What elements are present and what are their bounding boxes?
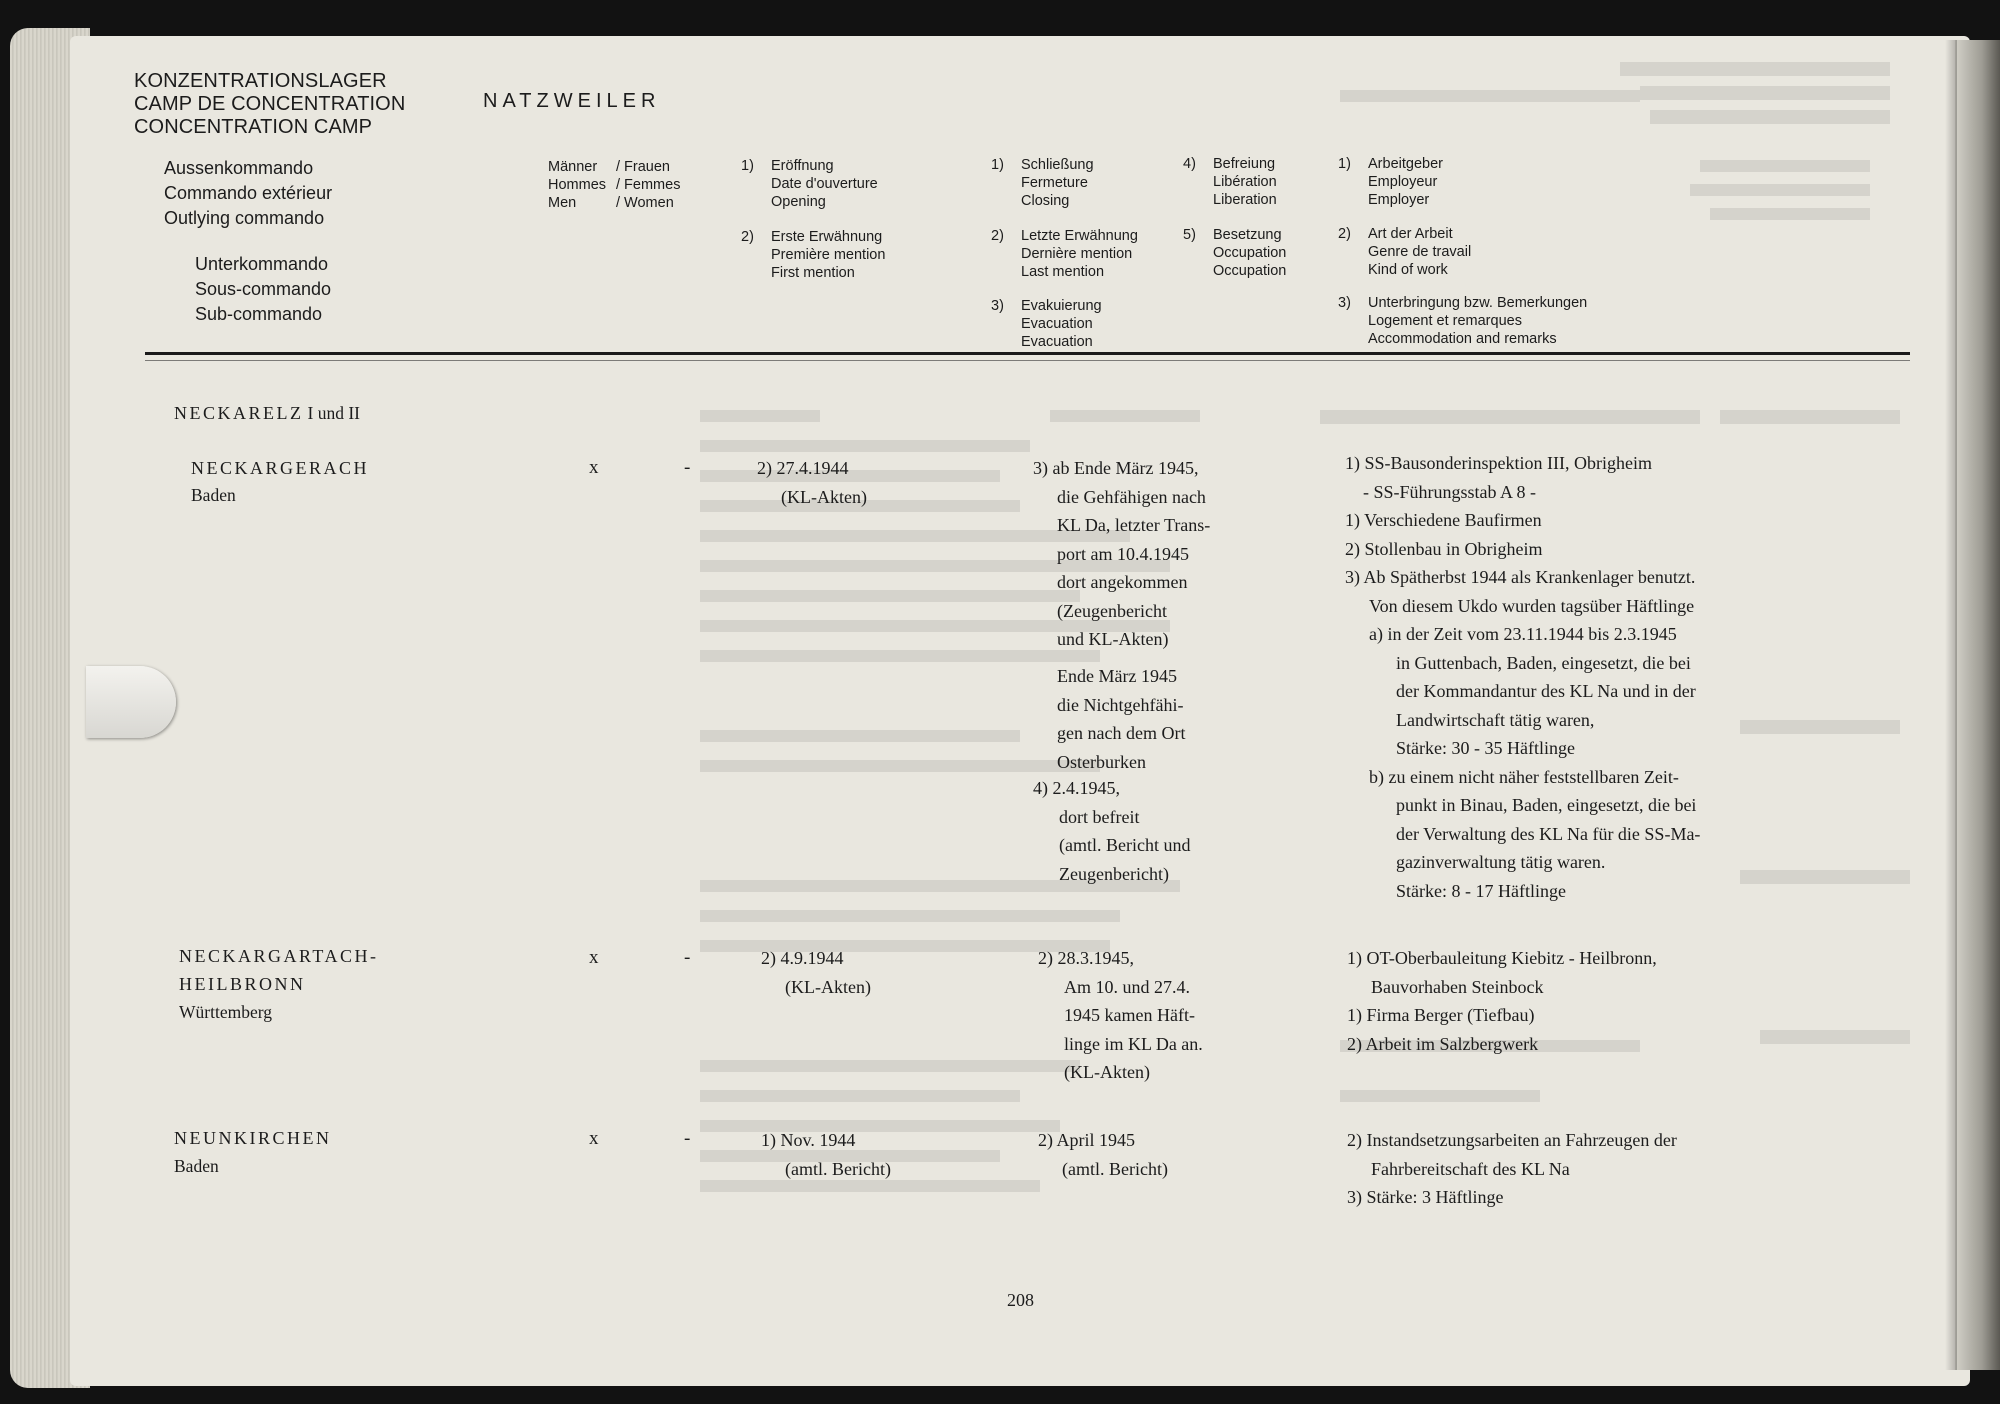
label-sous-commando: Sous-commando <box>195 279 332 299</box>
label-sub-commando: Sub-commando <box>195 304 323 324</box>
col3-header-liberation <box>1183 155 1333 215</box>
opening-source: (amtl. Bericht) <box>785 1158 891 1179</box>
col3-b-de: Besetzung <box>1213 227 1282 243</box>
header-rule-thin <box>145 360 1910 361</box>
closing-source: (amtl. Bericht) <box>1062 1158 1168 1179</box>
col4-header-kind-of-work <box>1338 225 1668 285</box>
entry-neckargerach-closing-2 <box>1057 662 1185 776</box>
col4-b-en: Kind of work <box>1368 262 1448 278</box>
work-line: - SS-Führungsstab A 8 - <box>1363 481 1537 502</box>
col1-b-num: 2) <box>741 229 754 245</box>
closing-line: linge im KL Da an. <box>1064 1033 1203 1054</box>
entry-neckargerach-region: Baden <box>191 485 236 505</box>
col2-c-de: Evakuierung <box>1021 298 1102 314</box>
opening-source: (KL-Akten) <box>781 486 867 507</box>
work-line: 1) Firma Berger (Tiefbau) <box>1347 1005 1535 1025</box>
col3-b-fr: Occupation <box>1213 245 1287 261</box>
work-line: 2) Arbeit im Salzbergwerk <box>1347 1033 1539 1054</box>
gender-women-header <box>616 158 680 212</box>
label-unterkommando: Unterkommando <box>195 254 329 274</box>
col2-c-en: Evacuation <box>1021 334 1093 350</box>
work-line: Stärke: 8 - 17 Häftlinge <box>1396 880 1566 901</box>
gender-men-de: Männer <box>548 159 598 175</box>
liberation-line: 4) 2.4.1945, <box>1033 778 1120 798</box>
gender-men-en: Men <box>548 195 577 211</box>
work-line: Stärke: 30 - 35 Häftlinge <box>1396 738 1575 758</box>
opening-line: 2) 4.9.1944 <box>761 948 844 968</box>
work-line: a) in der Zeit vom 23.11.1944 bis 2.3.1945 <box>1369 624 1677 644</box>
work-line: in Guttenbach, Baden, eingesetzt, die bei <box>1396 652 1691 673</box>
entry-neckarelz-suffix: I und II <box>307 403 360 423</box>
col1-header-opening <box>741 157 961 217</box>
entry-neckargerach-closing <box>1033 454 1210 654</box>
header-rule <box>145 352 1910 355</box>
work-line: 2) Instandsetzungsarbeiten an Fahrzeugen der <box>1347 1130 1677 1150</box>
col2-b-num: 2) <box>991 228 1004 244</box>
entry-neckargerach-liberation <box>1033 774 1190 888</box>
work-line: Von diesem Ukdo wurden tagsüber Häftlinge <box>1369 595 1695 616</box>
col4-c-en: Accommodation and remarks <box>1368 331 1557 347</box>
col4-c-fr: Logement et remarques <box>1368 313 1522 329</box>
entry-neckargartach-opening <box>761 944 871 1001</box>
label-aussenkommando: Aussenkommando <box>164 158 314 178</box>
closing-line: die Gehfähigen nach <box>1057 486 1206 507</box>
label-outlying-commando: Outlying commando <box>164 208 325 228</box>
gender-men-fr: Hommes <box>548 177 607 193</box>
col3-a-fr: Libération <box>1213 174 1277 190</box>
closing-line: (Zeugenbericht <box>1057 600 1167 621</box>
col4-a-num: 1) <box>1338 156 1351 172</box>
col4-header-employer <box>1338 155 1668 215</box>
work-line: punkt in Binau, Baden, eingesetzt, die bei <box>1396 795 1697 815</box>
entry-neckarelz-name: NECKARELZ <box>174 403 304 423</box>
col3-header-occupation <box>1183 226 1333 286</box>
col4-a-fr: Employeur <box>1368 174 1438 190</box>
col2-c-fr: Evacuation <box>1021 316 1093 332</box>
entry-neckarelz <box>174 403 360 424</box>
col3-a-en: Liberation <box>1213 192 1277 208</box>
col4-c-de: Unterbringung bzw. Bemerkungen <box>1368 295 1588 311</box>
entry-neckargartach-men: x <box>589 947 599 968</box>
entry-neckargerach-opening <box>757 454 867 511</box>
work-line: der Kommandantur des KL Na und in der <box>1396 681 1696 701</box>
entry-neckargerach-work <box>1345 449 1700 905</box>
entry-neckargerach-name: NECKARGERACH <box>191 458 370 478</box>
gender-women-de: / Frauen <box>616 159 670 175</box>
col4-c-num: 3) <box>1338 295 1351 311</box>
closing-line: Am 10. und 27.4. <box>1064 976 1190 997</box>
col1-header-first-mention <box>741 228 961 288</box>
opening-line: 2) 27.4.1944 <box>757 458 849 478</box>
gender-men-header <box>548 158 606 212</box>
liberation-line: (amtl. Bericht und <box>1059 835 1191 855</box>
col1-b-fr: Première mention <box>771 247 886 263</box>
liberation-line: Zeugenbericht) <box>1059 863 1169 884</box>
entry-neunkirchen-region: Baden <box>174 1156 219 1176</box>
entry-neunkirchen-men: x <box>589 1128 599 1149</box>
col1-a-en: Opening <box>771 194 826 210</box>
closing-line: dort angekommen <box>1057 572 1188 592</box>
col4-a-de: Arbeitgeber <box>1368 156 1443 172</box>
entry-neunkirchen-name: NEUNKIRCHEN <box>174 1128 332 1148</box>
page-gutter-shadow <box>1945 40 1957 1370</box>
col2-b-en: Last mention <box>1021 264 1105 280</box>
entry-neunkirchen-closing <box>1038 1126 1168 1183</box>
closing-line: 3) ab Ende März 1945, <box>1033 458 1199 478</box>
col1-a-num: 1) <box>741 158 754 174</box>
entry-neunkirchen-work <box>1347 1126 1677 1212</box>
work-line: 1) SS-Bausonderinspektion III, Obrigheim <box>1345 453 1652 473</box>
work-line: b) zu einem nicht näher feststellbaren Zeit- <box>1369 766 1679 787</box>
entry-neunkirchen-women: - <box>684 1128 691 1149</box>
col4-b-num: 2) <box>1338 226 1351 242</box>
closing-line: KL Da, letzter Trans- <box>1057 515 1211 535</box>
paper-clip <box>86 666 176 738</box>
col1-a-fr: Date d'ouverture <box>771 176 878 192</box>
entry-neckargartach-region: Württemberg <box>179 1002 272 1022</box>
closing2-line: gen nach dem Ort <box>1057 723 1186 743</box>
label-commando-exterieur: Commando extérieur <box>164 183 333 203</box>
opening-source: (KL-Akten) <box>785 976 871 997</box>
col2-header-evacuation <box>991 297 1191 357</box>
header-title-de: KONZENTRATIONSLAGER <box>134 70 387 92</box>
closing-line: 1945 kamen Häft- <box>1064 1005 1195 1025</box>
entry-neckargartach-work <box>1347 944 1657 1058</box>
col2-header-closing <box>991 156 1191 216</box>
col1-a-de: Eröffnung <box>771 158 834 174</box>
closing-line: und KL-Akten) <box>1057 629 1169 649</box>
gender-women-fr: / Femmes <box>616 177 681 193</box>
opening-line: 1) Nov. 1944 <box>761 1130 856 1150</box>
col4-b-de: Art der Arbeit <box>1368 226 1453 242</box>
liberation-line: dort befreit <box>1059 806 1140 827</box>
page-number: 208 <box>1007 1290 1034 1310</box>
col1-b-en: First mention <box>771 265 855 281</box>
work-line: Bauvorhaben Steinbock <box>1371 976 1544 997</box>
closing-line: 2) April 1945 <box>1038 1130 1135 1150</box>
facing-page-edge <box>1955 40 2000 1370</box>
col3-a-num: 4) <box>1183 156 1196 172</box>
col2-b-de: Letzte Erwähnung <box>1021 228 1138 244</box>
col3-a-de: Befreiung <box>1213 156 1276 172</box>
camp-name: NATZWEILER <box>483 90 661 112</box>
col2-b-fr: Dernière mention <box>1021 246 1133 262</box>
col2-a-en: Closing <box>1021 193 1070 209</box>
col3-b-num: 5) <box>1183 227 1196 243</box>
work-line: 3) Ab Spätherbst 1944 als Krankenlager benutzt. <box>1345 567 1696 587</box>
header-title-en: CONCENTRATION CAMP <box>134 116 373 138</box>
col2-c-num: 3) <box>991 298 1004 314</box>
col4-b-fr: Genre de travail <box>1368 244 1472 260</box>
col2-a-de: Schließung <box>1021 157 1094 173</box>
closing-line: (KL-Akten) <box>1064 1062 1150 1082</box>
work-line: der Verwaltung des KL Na für die SS-Ma- <box>1396 823 1701 844</box>
entry-neckargerach-women: - <box>684 457 691 478</box>
work-line: 2) Stollenbau in Obrigheim <box>1345 538 1543 559</box>
closing2-line: Osterburken <box>1057 751 1146 772</box>
col2-a-num: 1) <box>991 157 1004 173</box>
closing-line: 2) 28.3.1945, <box>1038 948 1134 968</box>
col3-b-en: Occupation <box>1213 263 1287 279</box>
col2-header-last-mention <box>991 227 1191 287</box>
col1-b-de: Erste Erwähnung <box>771 229 883 245</box>
header-title-fr: CAMP DE CONCENTRATION <box>134 93 406 115</box>
col2-a-fr: Fermeture <box>1021 175 1088 191</box>
closing2-line: die Nichtgehfähi- <box>1057 694 1184 715</box>
closing-line: port am 10.4.1945 <box>1057 543 1189 564</box>
work-line: Fahrbereitschaft des KL Na <box>1371 1158 1570 1179</box>
gender-women-en: / Women <box>616 195 674 211</box>
work-line: gazinverwaltung tätig waren. <box>1396 852 1606 872</box>
work-line: 1) Verschiedene Baufirmen <box>1345 510 1542 530</box>
col4-a-en: Employer <box>1368 192 1430 208</box>
col4-header-accommodation <box>1338 294 1668 354</box>
work-line: Landwirtschaft tätig waren, <box>1396 709 1595 730</box>
closing2-line: Ende März 1945 <box>1057 666 1177 686</box>
entry-neckargartach-women: - <box>684 947 691 968</box>
work-line: 1) OT-Oberbauleitung Kiebitz - Heilbronn, <box>1347 948 1657 968</box>
entry-neckargartach-name-2: HEILBRONN <box>179 974 306 994</box>
entry-neckargartach-closing <box>1038 944 1203 1087</box>
entry-neunkirchen-opening <box>761 1126 891 1183</box>
entry-neckargartach-name-1: NECKARGARTACH- <box>179 946 379 966</box>
entry-neckargerach-men: x <box>589 457 599 478</box>
work-line: 3) Stärke: 3 Häftlinge <box>1347 1187 1504 1207</box>
